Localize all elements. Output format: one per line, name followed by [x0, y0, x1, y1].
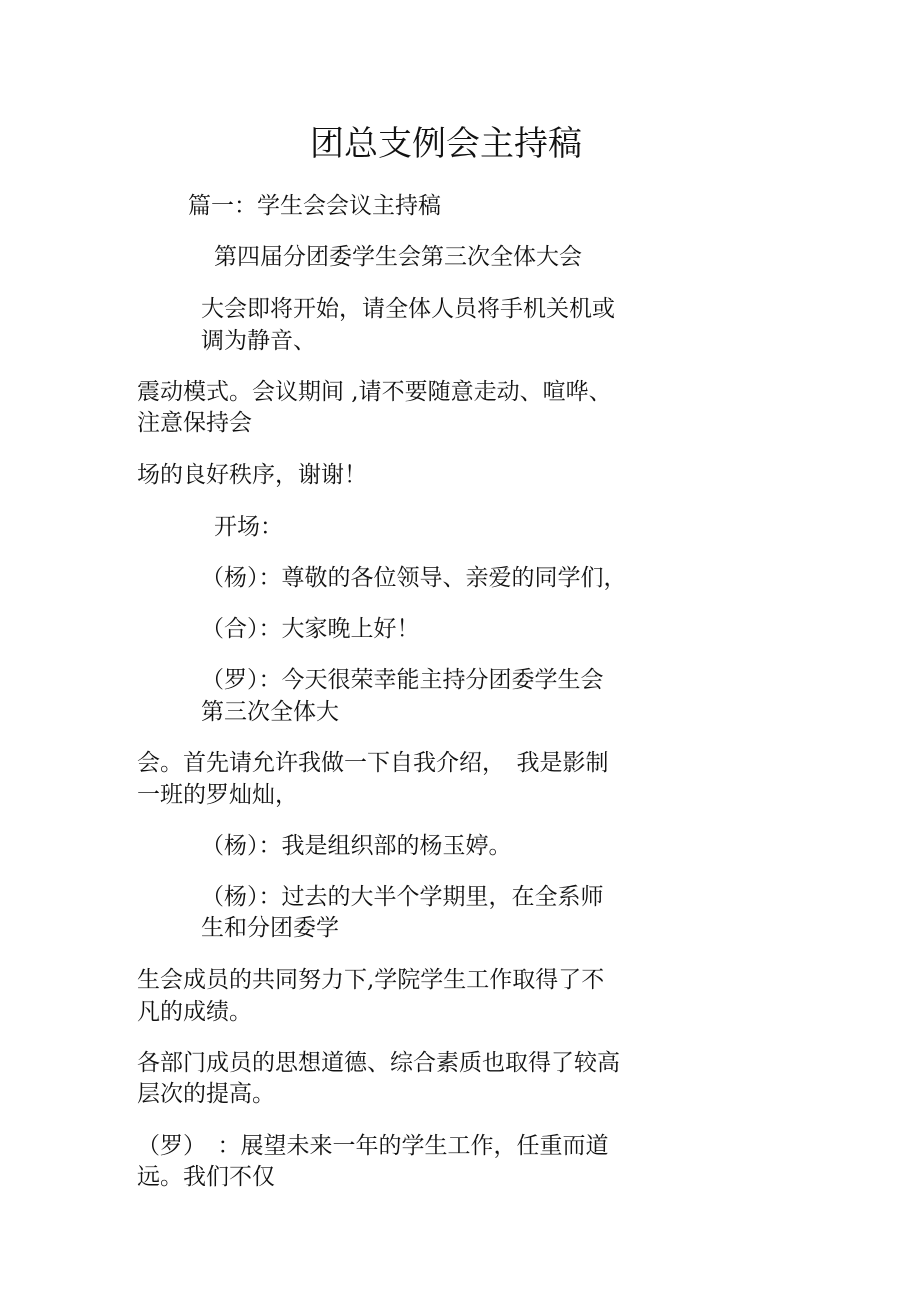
document-title: 团总支例会主持稿 — [310, 124, 582, 164]
body-line: （罗） ：展望未来一年的学生工作，任重而道 — [137, 1133, 609, 1159]
body-line: 第三次全体大 — [201, 699, 339, 725]
body-line: 生和分团委学 — [201, 915, 339, 941]
body-line: 各部门成员的思想道德、综合素质也取得了较高 — [137, 1050, 620, 1076]
body-line: 震动模式。会议期间 ,请不要随意走动、喧哗、 — [137, 379, 612, 405]
body-line: （杨）：尊敬的各位领导、亲爱的同学们， — [201, 565, 627, 591]
body-line: （杨）：过去的大半个学期里，在全系师 — [201, 884, 604, 910]
body-line: （杨）：我是组织部的杨玉婷。 — [201, 833, 512, 859]
body-line: 远。我们不仅 — [137, 1164, 275, 1190]
body-line: （罗）：今天很荣幸能主持分团委学生会 — [201, 667, 604, 693]
body-line: 会。首先请允许我做一下自我介绍， 我是影制 — [137, 750, 609, 776]
body-line: 场的良好秩序，谢谢！ — [137, 462, 367, 488]
section-heading: 篇一：学生会会议主持稿 — [188, 193, 441, 219]
body-line: 凡的成绩。 — [137, 999, 252, 1025]
body-line: 一班的罗灿灿， — [137, 782, 298, 808]
body-line: 大会即将开始，请全体人员将手机关机或 — [201, 296, 615, 322]
body-line: 开场： — [214, 514, 283, 540]
body-line: 层次的提高。 — [137, 1081, 275, 1107]
body-line: 注意保持会 — [137, 410, 252, 436]
body-line: 调为静音、 — [201, 328, 316, 354]
body-line: 生会成员的共同努力下,学院学生工作取得了不 — [137, 967, 605, 993]
body-line: （合）：大家晚上好！ — [201, 616, 420, 642]
meeting-subheading: 第四届分团委学生会第三次全体大会 — [214, 244, 582, 270]
